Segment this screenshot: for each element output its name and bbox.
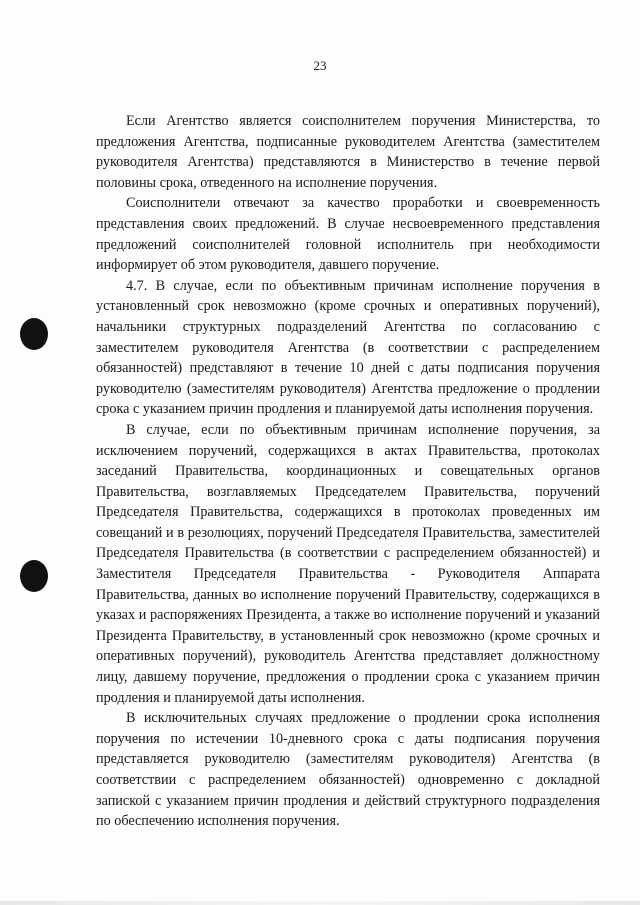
paragraph-exceptional-cases: В исключительных случаях предложение о продлении срока исполнения поручения по истечении 10-дневного срока с даты подписания поручения представляется руководителю (заместителям руководителя) Агентства (в соответствии с распределением обязанностей) одновременно с докладной запиской с указанием причин продления и действий структурного подразделения по обеспечению исполнения поручения.: [96, 710, 600, 830]
paragraph-coexecutor-responsibility: Соисполнители отвечают за качество проработки и своевременность представления своих предложений. В случае несвоевременного представления предложений соисполнителей головной исполнитель при необходимости информирует об этом руководителя, давшего поручение.: [96, 195, 600, 274]
paragraph-coexecutor-agency: Если Агентство является соисполнителем поручения Министерства, то предложения Агентства, подписанные руководителем Агентства (заместителем руководителя Агентства) представляются в Министерство в течение первой половины срока, отведенного на исполнение поручения.: [96, 113, 600, 191]
scan-edge: [0, 901, 640, 905]
paragraph-government-orders-extension: В случае, если по объективным причинам исполнение поручения, за исключением поручений, содержащихся в актах Правительства, протоколах заседаний Правительства, координационных и совещательных органов Правительства, возглавляемых Председателем Правительства, поручений Председателя Правительства, содержащихся в протоколах проведенных им совещаний и в резолюциях, поручений Председателя Правительства, заместителей Председателя Правительства (в соответствии с распределением обязанностей) и Заместителя Председателя Правительства - Руководителя Аппарата Правительства, данных во исполнение поручений Правительству, содержащихся в указах и распоряжениях Президента, а также во исполнение поручений и указаний Президента Правительству, в установленный срок невозможно (кроме срочных и оперативных поручений), руководитель Агентства представляет должностному лицу, давшему поручение, предложения о продлении срока с указанием причин продления и планируемой даты исполнения.: [96, 421, 600, 706]
punch-hole-mark: [20, 560, 48, 592]
punch-hole-mark: [20, 318, 48, 350]
paragraph-section-4-7: 4.7. В случае, если по объективным причинам исполнение поручения в установленный срок невозможно (кроме срочных и оперативных поручений), начальники структурных подразделений Агентства по согласованию с заместителем руководителя Агентства (в соответствии с распределением обязанностей) представляют в течение 10 дней с даты подписания поручения руководителю (заместителям руководителя) Агентства предложение о продлении срока с указанием причин продления и планируемой даты исполнения поручения.: [96, 277, 600, 418]
page-number: 23: [313, 58, 327, 73]
document-body: [96, 111, 600, 832]
